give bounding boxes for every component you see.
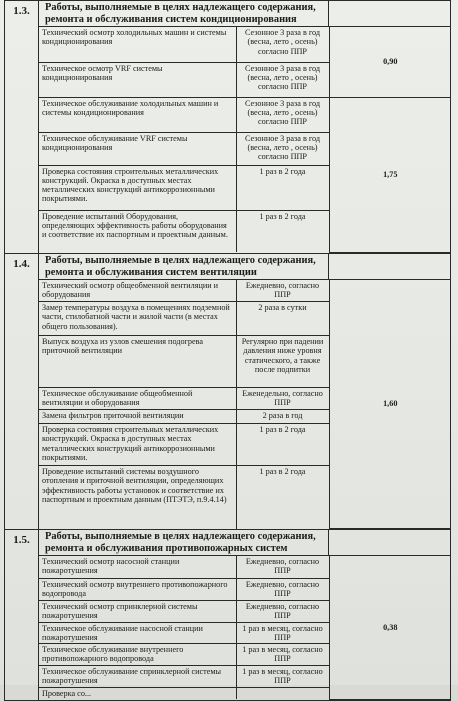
work-frequency: 1 раз в 2 года (236, 466, 329, 529)
section-works-table (39, 280, 451, 530)
work-frequency: Сезонное 3 раза в год (весна, лето , осень) согласно ППР (236, 27, 329, 62)
section-number: 1.5. (5, 530, 39, 701)
table-row (39, 280, 451, 302)
work-description: Технический осмотр общеобменной вентиляции и оборудования (39, 280, 236, 302)
cost-coefficient: 1,60 (329, 280, 451, 529)
work-frequency: Регулярно при падении давления ниже уровня статического, а также после подпитки (236, 336, 329, 388)
work-description: Техническое обслуживание холодильных машин и системы кондиционирования (39, 97, 236, 132)
work-description: Техническое обслуживание общеобменной вентиляции и оборудования (39, 388, 236, 410)
work-description: Техническое осмотр VRF системы кондиционирования (39, 62, 236, 97)
work-description: Техническое обслуживание насосной станции пожаротушения (39, 622, 236, 644)
work-description: Проведение испытаний системы воздушного отопления и приточной вентиляции, определяющих эффективность работы установок и соответствие их паспортным и проектным данным (ПТЭТЭ, п.9.4.14) (39, 466, 236, 529)
table-row (39, 97, 451, 132)
work-frequency: Еженедельно, согласно ППР (236, 388, 329, 410)
work-description: Замена фильтров приточной вентиляции (39, 410, 236, 424)
work-frequency (236, 687, 329, 699)
work-frequency: Ежедневно, согласно ППР (236, 280, 329, 302)
cost-coefficient: 0,38 (329, 556, 451, 699)
work-frequency: Сезонное 3 раза в год (весна, лето , осень) согласно ППР (236, 62, 329, 97)
work-description: Техническое обслуживание VRF системы кондиционирования (39, 132, 236, 165)
work-description: Технический осмотр спринклерной системы пожаротушения (39, 600, 236, 622)
work-frequency: 1 раз в 2 года (236, 210, 329, 252)
work-frequency: Ежедневно, согласно ППР (236, 600, 329, 622)
work-frequency: 2 раза в сутки (236, 302, 329, 336)
work-frequency: Ежедневно, согласно ППР (236, 578, 329, 600)
work-frequency: 1 раз в месяц, согласно ППР (236, 622, 329, 644)
section-works-table (39, 556, 451, 700)
work-description: Выпуск воздуха из узлов смешения подогрева приточной вентиляции (39, 336, 236, 388)
work-description: Проверка состояния строительных металлических конструкций. Окраска в доступных местах металлических конструкций антикоррозионными покрытиями. (39, 165, 236, 210)
work-frequency: 1 раз в 2 года (236, 424, 329, 466)
section-number: 1.4. (5, 253, 39, 530)
section-title: Работы, выполняемые в целях надлежащего содержания, ремонта и обслуживания систем кондиционирования (39, 1, 329, 27)
work-description: Проверка состояния строительных металлических конструкций. Окраска в доступных местах металлических конструкций антикоррозионными покрытиями. (39, 424, 236, 466)
work-frequency: Ежедневно, согласно ППР (236, 556, 329, 578)
work-description: Технический осмотр внутреннего противопожарного водопровода (39, 578, 236, 600)
table-row (39, 556, 451, 578)
section-title: Работы, выполняемые в целях надлежащего содержания, ремонта и обслуживания систем вентиляции (39, 253, 329, 279)
work-description: Замер температуры воздуха в помещениях подземной части, стилобатной части и жилой части (в местах общего пользования). (39, 302, 236, 336)
section-body-row (5, 27, 451, 254)
work-description: Проверка со... (39, 687, 236, 699)
section-works-table (39, 27, 451, 253)
cost-coefficient: 1,75 (329, 97, 451, 252)
section-header-row (5, 1, 451, 27)
section-body-row (5, 279, 451, 530)
work-frequency: Сезонное 3 раза в год (весна, лето , осень) согласно ППР (236, 97, 329, 132)
cost-coefficient: 0,90 (329, 27, 451, 97)
section-number: 1.3. (5, 1, 39, 254)
work-frequency: Сезонное 3 раза в год (весна, лето , осень) согласно ППР (236, 132, 329, 165)
section-header-row (5, 253, 451, 279)
work-frequency: 1 раз в месяц, согласно ППР (236, 665, 329, 687)
work-description: Техническое обслуживание внутреннего противопожарного водопровода (39, 644, 236, 666)
work-description: Технический осмотр насосной станции пожаротушения (39, 556, 236, 578)
table-row (39, 27, 451, 62)
section-header-row (5, 530, 451, 556)
work-frequency: 2 раза в год (236, 410, 329, 424)
work-description: Проведение испытаний Оборудования, определяющих эффективность работы оборудования и соответствие их паспортным и проектным данным. (39, 210, 236, 252)
section-title: Работы, выполняемые в целях надлежащего содержания, ремонта и обслуживания противопожарных систем (39, 530, 329, 556)
work-frequency: 1 раз в 2 года (236, 165, 329, 210)
works-table (4, 0, 451, 701)
work-description: Технический осмотр холодильных машин и системы кондиционирования (39, 27, 236, 62)
work-frequency: 1 раз в месяц, согласно ППР (236, 644, 329, 666)
section-body-row (5, 556, 451, 701)
work-description: Техническое обслуживание спринклерной системы пожаротушения (39, 665, 236, 687)
